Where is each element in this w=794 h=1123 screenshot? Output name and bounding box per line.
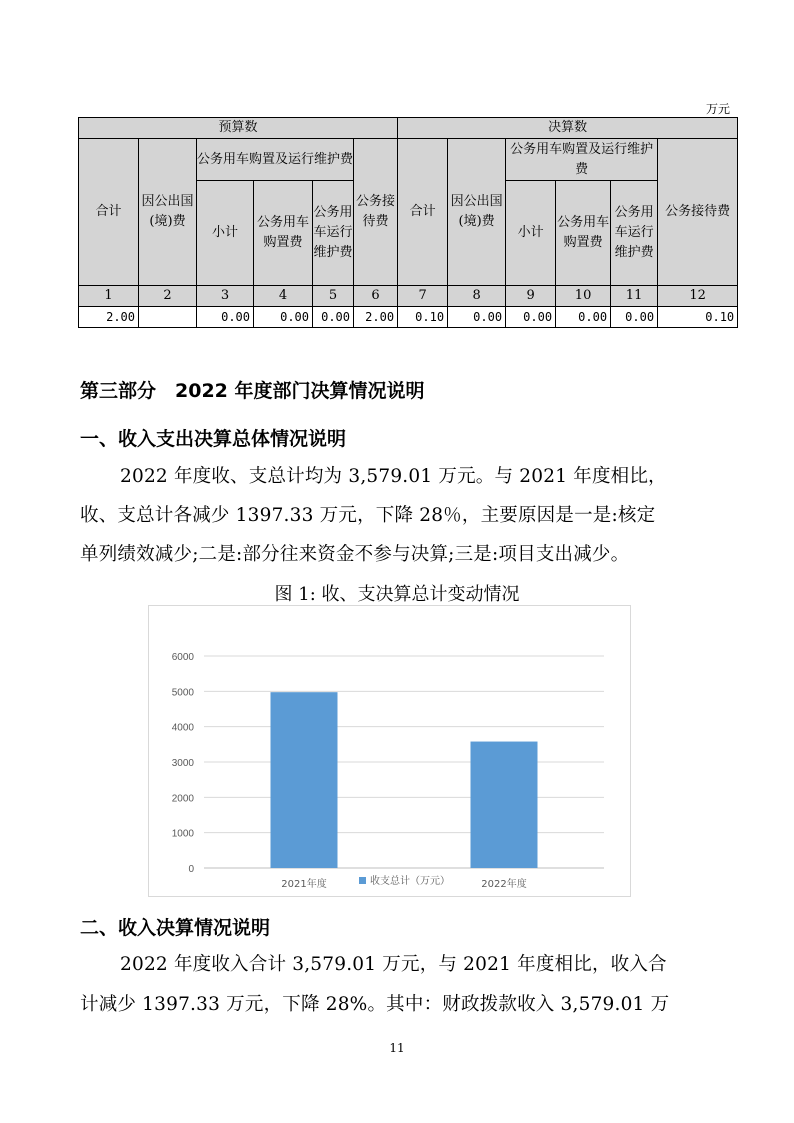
table-cell: 0.00 [197, 307, 254, 328]
budget-group-header: 预算数 [79, 118, 398, 139]
bar [471, 742, 538, 868]
col-number: 11 [611, 286, 658, 307]
section-title: 第三部分 2022 年度部门决算情况说明 [80, 380, 425, 402]
y-tick-label: 2000 [171, 793, 194, 805]
col-vehicle-group: 公务用车购置及运行维护费 [506, 139, 658, 181]
figure-title: 图 1: 收、支决算总计变动情况 [274, 584, 520, 605]
col-purchase: 公务用车购置费 [254, 181, 313, 286]
bar-chart [149, 606, 630, 896]
table-cell: 0.10 [398, 307, 448, 328]
col-number: 9 [506, 286, 556, 307]
bar [271, 692, 338, 868]
page-number: 11 [389, 1041, 405, 1055]
chart-frame [148, 605, 631, 897]
table-cell: 2.00 [354, 307, 398, 328]
table-cell: 0.00 [556, 307, 611, 328]
table-cell: 0.00 [313, 307, 354, 328]
x-tick-label: 2022年度 [481, 879, 527, 890]
col-abroad: 因公出国(境)费 [448, 139, 506, 286]
table-cell: 0.00 [506, 307, 556, 328]
col-total: 合计 [79, 139, 139, 286]
col-operation: 公务用车运行维护费 [313, 181, 354, 286]
col-total: 合计 [398, 139, 448, 286]
col-number: 6 [354, 286, 398, 307]
col-subtotal: 小计 [197, 181, 254, 286]
col-abroad: 因公出国(境)费 [139, 139, 197, 286]
col-number: 8 [448, 286, 506, 307]
y-tick-label: 1000 [171, 828, 194, 840]
paragraph-line: 计减少 1397.33 万元，下降 28%。其中：财政拨款收入 3,579.01 万 [80, 994, 670, 1015]
table-cell [139, 307, 197, 328]
unit-label: 万元 [705, 102, 730, 116]
final-group-header: 决算数 [398, 118, 738, 139]
col-reception: 公务接待费 [658, 139, 738, 286]
col-vehicle-group: 公务用车购置及运行维护费 [197, 139, 354, 181]
y-tick-label: 0 [188, 864, 194, 875]
subsection-title-2: 二、收入决算情况说明 [80, 917, 271, 939]
col-number: 12 [658, 286, 738, 307]
y-tick-label: 6000 [171, 652, 194, 663]
paragraph-line: 收、支总计各减少 1397.33 万元，下降 28％，主要原因是一是:核定 [80, 505, 656, 526]
col-number: 10 [556, 286, 611, 307]
y-tick-label: 5000 [171, 687, 194, 699]
col-number: 7 [398, 286, 448, 307]
col-number: 3 [197, 286, 254, 307]
paragraph-line: 2022 年度收入合计 3,579.01 万元，与 2021 年度相比，收入合 [120, 954, 667, 975]
col-number: 5 [313, 286, 354, 307]
col-number: 4 [254, 286, 313, 307]
x-tick-label: 2021年度 [281, 879, 327, 890]
legend-swatch [359, 877, 366, 884]
col-reception: 公务接待费 [354, 139, 398, 286]
col-purchase: 公务用车购置费 [556, 181, 611, 286]
expense-table [78, 117, 738, 328]
paragraph-line: 2022 年度收、支总计均为 3,579.01 万元。与 2021 年度相比， [120, 466, 667, 487]
legend-label: 收支总计（万元） [370, 876, 450, 887]
subsection-title-1: 一、收入支出决算总体情况说明 [80, 428, 347, 450]
col-operation: 公务用车运行维护费 [611, 181, 658, 286]
y-tick-label: 3000 [171, 758, 194, 769]
y-tick-label: 4000 [171, 722, 194, 734]
col-number: 2 [139, 286, 197, 307]
table-cell: 0.00 [611, 307, 658, 328]
table-cell: 2.00 [79, 307, 139, 328]
paragraph-line: 单列绩效减少;二是:部分往来资金不参与决算;三是:项目支出减少。 [80, 544, 630, 565]
table-cell: 0.10 [658, 307, 738, 328]
table-cell: 0.00 [448, 307, 506, 328]
col-subtotal: 小计 [506, 181, 556, 286]
table-cell: 0.00 [254, 307, 313, 328]
col-number: 1 [79, 286, 139, 307]
